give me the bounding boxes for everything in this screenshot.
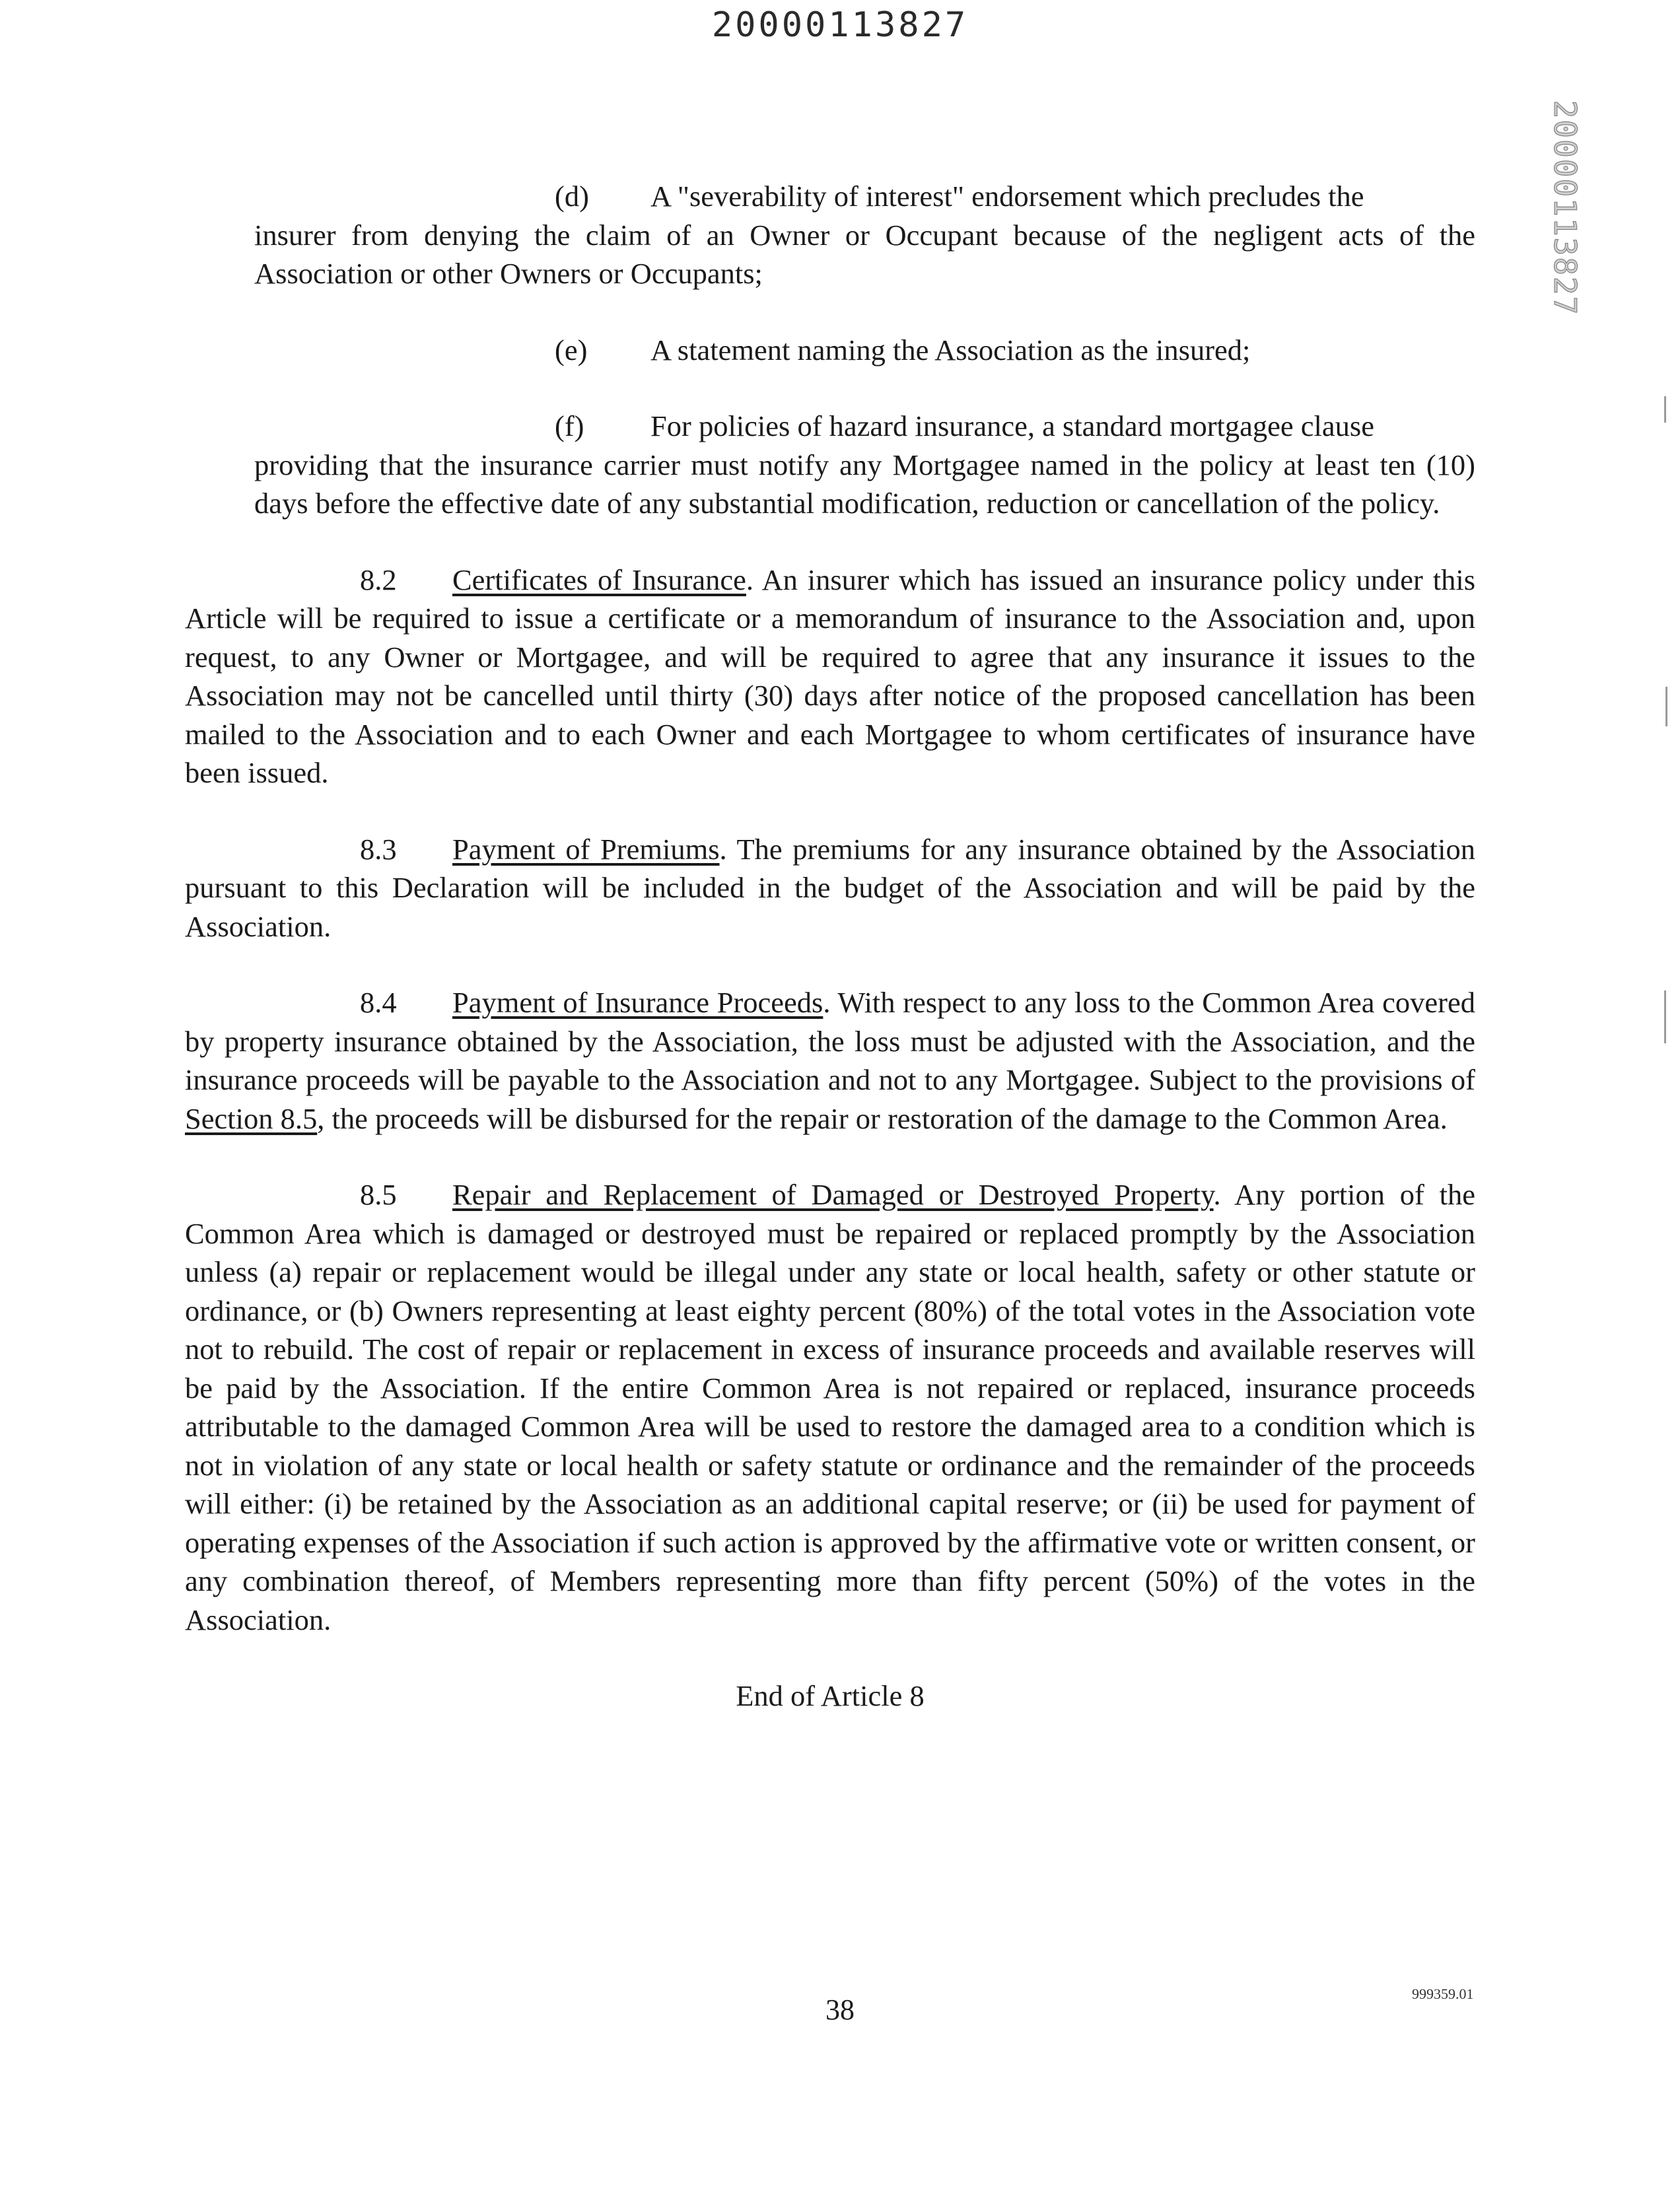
end-of-article: End of Article 8 xyxy=(736,1679,925,1712)
section-8-4-body-end: , the proceeds will be disbursed for the repair or restoration of the damage to the Common Area. xyxy=(317,1101,1448,1135)
section-8-4-body: With respect to any loss to the Common Area covered by property insurance obtained by the Association, the loss must be adjusted with the Association, and the insurance proceeds will be payable to the Association and not to any Mortgagee. Subject to the provisions of xyxy=(185,986,1475,1096)
section-8-3-body: The premiums for any insurance obtained by the Association pursuant to this Declaration will be included in the budget of the Association and will be paid by the Association. xyxy=(185,832,1475,943)
scan-speck xyxy=(1664,396,1666,423)
side-recording-stamp xyxy=(1532,99,1598,317)
side-stamp-text: 20000113827 xyxy=(1547,100,1583,316)
section-8-2-body: An insurer which has issued an insurance policy under this Article will be required to issue a certificate or a memorandum of insurance to the Association and, upon request, to any Owner or Mortgagee, and will be required to agree that any insurance it issues to the Association may not be cancelled until thirty (30) days after notice of the proposed cancellation has been mailed to the Association and to each Owner and each Mortgagee to whom certificates of insurance have been issued. xyxy=(185,563,1476,789)
item-e-lead: A statement naming the Association as the insured; xyxy=(650,333,1251,366)
document-body xyxy=(185,177,1475,1753)
section-8-5: 8.5 Repair and Replacement of Damaged or Destroyed Property. Any portion of the Common Area which is damaged or destroyed must be repaired or replaced promptly by the Association unless (a) repair or replacement would be illegal under any state or local health, safety or other statute or ordinance, or (b) Owners representing at least eighty percent (80%) of the total votes in the Association vote not to rebuild. The cost of repair or replacement in excess of insurance proceeds and available reserves will be paid by the Association. If the entire Common Area is not repaired or replaced, insurance proceeds attributable to the damaged Common Area will be used to restore the damaged area to a condition which is not in violation of any state or local health or safety statute or ordinance and the remainder of the proceeds will either: (i) be retained by the Association as an additional capital reserve; or (ii) be used for payment of operating expenses of the Association if such action is approved by the affirmative vote or written consent, or any combination thereof, of Members representing more than fifty percent (50%) of the votes in the Association. xyxy=(185,1175,1475,1639)
item-d-lead: A "severability of interest" endorsement which precludes the xyxy=(650,180,1364,213)
scan-speck xyxy=(1664,990,1666,1043)
section-8-4-number: 8.4 xyxy=(360,986,397,1019)
section-8-2: 8.2 Certificates of Insurance. An insurer which has issued an insurance policy under this Article will be required to issue a certificate or a memorandum of insurance to the Association and, upon request, to any Owner or Mortgagee, and will be required to agree that any insurance it issues to the Association may not be cancelled until thirty (30) days after notice of the proposed cancellation has been mailed to the Association and to each Owner and each Mortgagee to whom certificates of insurance have been issued. xyxy=(185,561,1475,792)
section-8-2-title: Certificates of Insurance xyxy=(452,563,746,596)
item-e-label: (e) xyxy=(555,333,588,366)
item-f xyxy=(185,407,1475,523)
section-8-5-title: Repair and Replacement of Damaged or Destroyed Property xyxy=(452,1178,1214,1211)
section-8-4: 8.4 Payment of Insurance Proceeds. With respect to any loss to the Common Area covered by property insurance obtained by the Association, the loss must be adjusted with the Association, and the insurance proceeds will be payable to the Association and not to any Mortgagee. Subject to the provisions of Section 8.5, the proceeds will be disbursed for the repair or restoration of the damage to the Common Area. xyxy=(185,983,1475,1138)
section-8-3: 8.3 Payment of Premiums. The premiums for any insurance obtained by the Association pursuant to this Declaration will be included in the budget of the Association and will be paid by the Association. xyxy=(185,830,1475,946)
scan-speck xyxy=(1665,687,1667,726)
document-code: 999359.01 xyxy=(1412,1986,1474,2002)
section-8-4-title: Payment of Insurance Proceeds xyxy=(452,986,823,1019)
section-8-2-number: 8.2 xyxy=(360,563,397,596)
item-f-label: (f) xyxy=(555,409,584,442)
item-e xyxy=(185,331,1475,370)
section-8-3-number: 8.3 xyxy=(360,832,397,866)
section-8-3-title: Payment of Premiums xyxy=(452,832,720,866)
item-d-label: (d) xyxy=(555,180,589,213)
recording-number: 20000113827 xyxy=(711,5,969,45)
page-number: 38 xyxy=(825,1994,855,2026)
item-d-rest: insurer from denying the claim of an Owner or Occupant because of the negligent acts of the Association or other Owners or Occupants; xyxy=(254,218,1475,290)
section-8-5-number: 8.5 xyxy=(360,1178,397,1211)
item-f-lead: For policies of hazard insurance, a standard mortgagee clause xyxy=(650,409,1374,442)
item-d xyxy=(185,177,1475,293)
section-8-5-cross-reference: Section 8.5 xyxy=(185,1101,318,1135)
item-f-rest: providing that the insurance carrier must notify any Mortgagee named in the policy at least ten (10) days before the effective date of any substantial modification, reduction or cancellation of the policy. xyxy=(254,448,1475,520)
section-8-5-body: Any portion of the Common Area which is damaged or destroyed must be repaired or replaced promptly by the Association unless (a) repair or replacement would be illegal under any state or local health, safety or other statute or ordinance, or (b) Owners representing at least eighty percent (80%) of the total votes in the Association vote not to rebuild. The cost of repair or replacement in excess of insurance proceeds and available reserves will be paid by the Association. If the entire Common Area is not repaired or replaced, insurance proceeds attributable to the damaged Common Area will be used to restore the damaged area to a condition which is not in violation of any state or local health or safety statute or ordinance and the remainder of the proceeds will either: (i) be retained by the Association as an additional capital reserve; or (ii) be used for payment of operating expenses of the Association if such action is approved by the affirmative vote or written consent, or any combination thereof, of Members representing more than fifty percent (50%) of the votes in the Association. xyxy=(185,1178,1475,1636)
